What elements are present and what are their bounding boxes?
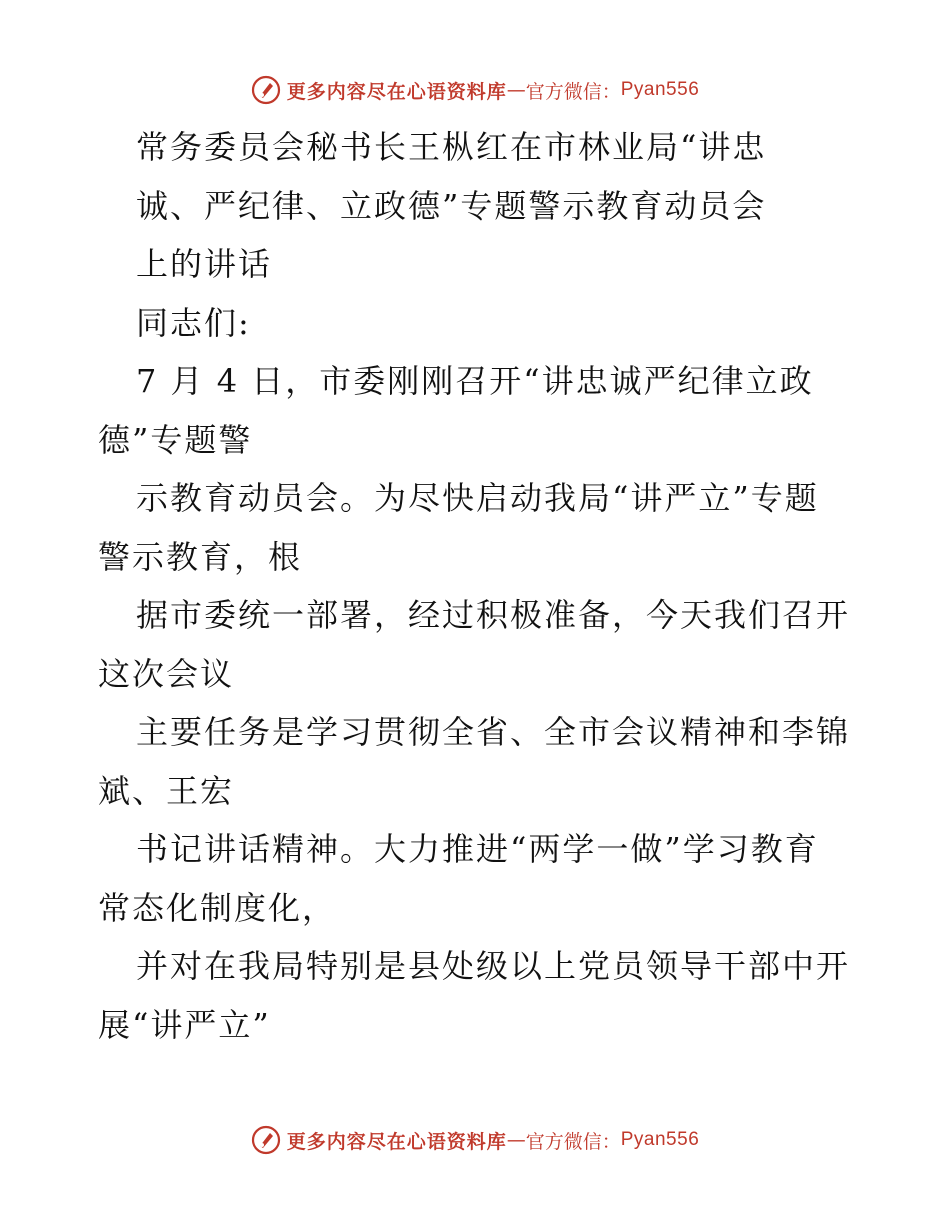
watermark-wechat-label: 官方微信：	[525, 1130, 621, 1153]
document-body	[98, 118, 858, 1054]
doc-line: 据市委统一部署，经过积极准备，今天我们召开	[136, 596, 851, 634]
doc-line: 斌、王宏	[98, 771, 235, 810]
doc-line: 上的讲话	[136, 245, 273, 283]
doc-line: 同志们:	[136, 303, 251, 342]
doc-line: 7 月 4 日，市委刚刚召开“讲忠诚严纪律立政	[136, 362, 814, 400]
watermark-handle: Pyan556	[620, 79, 700, 100]
watermark-separator: —	[506, 79, 526, 101]
doc-line: 示教育动员会。为尽快启动我局“讲严立”专题	[136, 479, 819, 517]
watermark-separator: —	[506, 1129, 526, 1151]
doc-line: 诚、严纪律、立政德”专题警示教育动员会	[136, 186, 767, 225]
doc-line: 警示教育，根	[98, 537, 303, 576]
pen-nib-logo-icon	[251, 75, 281, 105]
pen-nib-logo-icon	[251, 1125, 281, 1155]
doc-line: 德”专题警	[98, 420, 253, 459]
doc-line: 书记讲话精神。大力推进“两学一做”学习教育	[136, 830, 819, 868]
watermark-main-text: 更多内容尽在心语资料库	[286, 80, 507, 103]
doc-line: 常务委员会秘书长王枞红在市林业局“讲忠	[136, 128, 767, 166]
watermark-handle: Pyan556	[620, 1129, 700, 1150]
doc-line: 主要任务是学习贯彻全省、全市会议精神和李锦	[136, 713, 851, 751]
footer-watermark	[0, 1120, 950, 1160]
watermark-wechat-label: 官方微信：	[525, 80, 621, 103]
header-watermark	[0, 70, 950, 110]
doc-line: 并对在我局特别是县处级以上党员领导干部中开	[136, 947, 851, 985]
doc-line: 这次会议	[98, 654, 235, 693]
watermark-main-text: 更多内容尽在心语资料库	[286, 1130, 507, 1153]
doc-line: 常态化制度化，	[98, 888, 337, 927]
doc-line: 展“讲严立”	[98, 1005, 271, 1044]
